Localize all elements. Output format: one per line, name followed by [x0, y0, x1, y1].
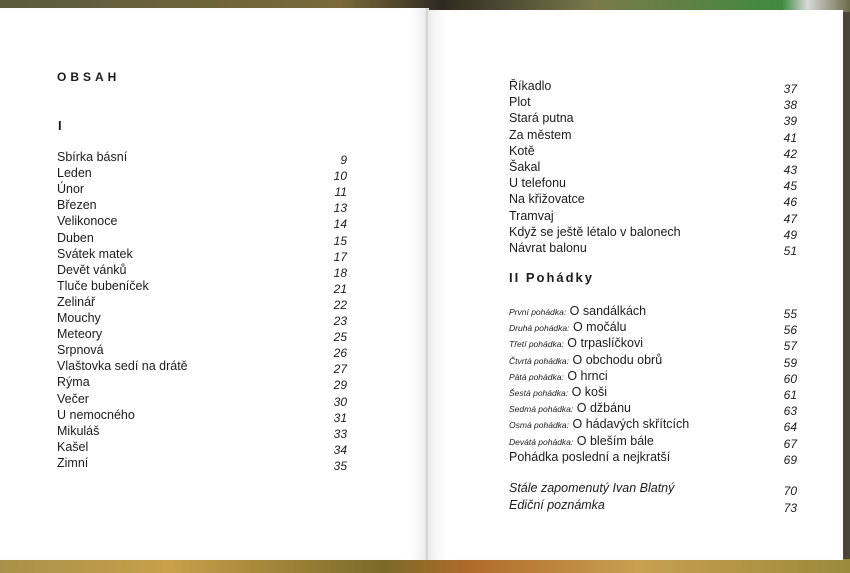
entry-title: Mikuláš: [57, 423, 100, 438]
entry-page-number: 9: [340, 153, 347, 167]
contents-entry: [509, 224, 797, 240]
contents-entry: [57, 230, 347, 246]
entry-page-number: 64: [783, 420, 797, 435]
entry-title: Stále zapomenutý Ivan Blatný: [509, 481, 675, 495]
entry-title-line: [509, 368, 608, 385]
entry-prefix: Osmá pohádka:: [509, 420, 570, 431]
contents-entry: [57, 181, 347, 200]
contents-entry: [57, 326, 347, 345]
contents-entry: [509, 400, 797, 419]
entry-title-line: [57, 342, 104, 358]
contents-entry: [57, 278, 347, 294]
entry-title-line: [57, 391, 89, 407]
entry-title: Na křižovatce: [509, 192, 585, 207]
entry-prefix: Sedmá pohádka:: [509, 404, 574, 415]
entry-title-line: [57, 455, 88, 471]
contents-entry: [57, 391, 347, 407]
entry-title: Šakal: [509, 160, 541, 174]
entry-title: Duben: [57, 230, 94, 245]
entry-page-number: 10: [333, 169, 347, 184]
entry-title: Mouchy: [57, 311, 101, 325]
entry-title: Když se ještě létalo v balonech: [509, 224, 681, 239]
entry-prefix: Šestá pohádka:: [509, 388, 569, 398]
entry-title: Únor: [57, 182, 85, 197]
entry-title-line: [57, 213, 117, 229]
entry-title: Tluče bubeníček: [57, 278, 149, 293]
entry-title: Stará putna: [509, 111, 574, 126]
entry-page-number: 30: [333, 394, 347, 409]
entry-title: Devět vánků: [57, 262, 127, 277]
entry-page-number: 70: [783, 484, 797, 498]
contents-entry: [509, 94, 797, 113]
entry-title: O hádavých skřítcích: [572, 417, 690, 432]
contents-entry: [509, 335, 797, 354]
entry-prefix: Druhá pohádka:: [509, 323, 570, 334]
contents-entry: [57, 262, 347, 278]
entry-page-number: 17: [333, 249, 347, 264]
entry-title: Kašel: [57, 439, 89, 454]
entry-title-line: [57, 326, 102, 342]
contents-entry: [509, 78, 797, 94]
entry-title: Ediční poznámka: [509, 497, 605, 512]
entry-page-number: 46: [783, 195, 797, 210]
contents-entry: [57, 294, 347, 310]
entry-title: Za městem: [509, 127, 572, 142]
entry-page-number: 56: [783, 323, 797, 338]
entry-page-number: 38: [783, 98, 797, 113]
contents-entry: [57, 455, 347, 471]
contents-entry: [509, 143, 797, 159]
entry-title: O trpaslíčkovi: [567, 336, 644, 351]
entry-title: Zelinář: [57, 294, 96, 309]
entry-page-number: 25: [333, 330, 347, 345]
contents-entry: [509, 497, 797, 513]
entry-title: O džbánu: [576, 401, 631, 416]
entry-title-line: [57, 165, 92, 181]
entry-title-line: [509, 208, 554, 224]
contents-entry: [509, 480, 797, 496]
contents-entry: [509, 416, 797, 435]
entry-title-line: [57, 439, 88, 455]
entry-title: Říkadlo: [509, 79, 552, 93]
contents-entry: [509, 208, 797, 224]
contents-entry: [509, 319, 797, 338]
entry-title-line: [509, 352, 662, 369]
entry-page-number: 42: [783, 146, 797, 161]
entry-page-number: 13: [333, 201, 347, 216]
contents-entry: [509, 191, 797, 210]
entry-page-number: 60: [783, 371, 797, 386]
entry-title: Pohádka poslední a nejkratší: [509, 449, 671, 464]
contents-entry: [509, 303, 797, 319]
entry-title-line: [509, 335, 643, 352]
entry-title-line: [57, 230, 94, 246]
entry-page-number: 26: [333, 346, 347, 361]
contents-entry: [57, 310, 347, 326]
entry-title-line: [57, 294, 95, 310]
entry-page-number: 49: [783, 227, 797, 242]
contents-entry: [509, 175, 797, 194]
entry-title-line: [509, 143, 535, 159]
entry-title: O hrnci: [567, 368, 608, 383]
contents-entry: [57, 149, 347, 165]
contents-entry: [509, 449, 797, 465]
contents-entry: [57, 342, 347, 361]
entry-title-line: [509, 159, 540, 175]
entry-title: O obchodu obrů: [572, 352, 663, 367]
contents-entry: [509, 127, 797, 143]
entry-title-line: [509, 384, 607, 401]
entry-page-number: 37: [783, 82, 797, 96]
entry-title: Večer: [57, 391, 89, 406]
part-one-label: I: [58, 118, 64, 133]
entry-title-line: [57, 358, 188, 374]
entry-page-number: 45: [783, 179, 797, 194]
contents-entry: [57, 165, 347, 184]
contents-entry: [57, 423, 347, 439]
entry-title: O močálu: [572, 320, 627, 335]
entry-title: Kotě: [509, 143, 535, 158]
entry-title: O koši: [571, 385, 607, 399]
entry-title-line: [509, 319, 626, 336]
entry-page-number: 41: [783, 130, 797, 145]
entry-title-line: [57, 197, 97, 213]
entry-page-number: 34: [333, 442, 347, 457]
entry-page-number: 35: [333, 458, 347, 473]
entry-prefix: Třetí pohádka:: [509, 339, 564, 350]
entry-page-number: 31: [333, 410, 347, 425]
entry-title: U telefonu: [509, 176, 566, 191]
entry-title: Leden: [57, 166, 92, 181]
contents-entry: [509, 352, 797, 368]
entry-title-line: [509, 240, 587, 256]
entry-title: U nemocného: [57, 407, 135, 422]
entry-title-line: [509, 94, 531, 110]
contents-entry: [509, 433, 797, 449]
contents-entry: [509, 384, 797, 400]
entry-title: Tramvaj: [509, 208, 554, 223]
entry-title-line: [509, 480, 674, 496]
entry-page-number: 73: [783, 500, 797, 515]
contents-entry: [509, 159, 797, 175]
entry-page-number: 27: [333, 362, 347, 377]
entry-title: Vlaštovka sedí na drátě: [57, 359, 188, 374]
entry-title-line: [509, 175, 566, 191]
contents-entry: [57, 213, 347, 232]
contents-entry: [57, 407, 347, 423]
entry-title-line: [509, 127, 572, 143]
entry-title-line: [509, 497, 605, 513]
contents-entry: [57, 246, 347, 262]
entry-title: Sbírka básní: [57, 150, 128, 164]
entry-title-line: [57, 423, 99, 439]
entry-page-number: 11: [334, 185, 347, 200]
entry-prefix: První pohádka:: [509, 307, 567, 317]
contents-heading: OBSAH: [57, 70, 121, 84]
entry-page-number: 47: [783, 211, 797, 226]
entry-title-line: [57, 149, 127, 165]
entry-page-number: 23: [333, 314, 347, 328]
entry-page-number: 21: [333, 281, 347, 296]
book-gutter: [425, 8, 429, 560]
entry-title-line: [57, 262, 126, 278]
entry-page-number: 61: [783, 388, 797, 402]
entry-title: O bleším bále: [576, 433, 654, 448]
entry-page-number: 15: [333, 233, 347, 248]
entry-title-line: [509, 433, 654, 450]
entry-title: Návrat balonu: [509, 241, 587, 255]
entry-title: Velikonoce: [57, 214, 118, 229]
entry-page-number: 57: [783, 339, 797, 354]
entry-title-line: [509, 400, 631, 417]
entry-title-line: [509, 110, 574, 126]
entry-page-number: 22: [333, 297, 347, 312]
entry-page-number: 69: [783, 452, 797, 467]
entry-prefix: Devátá pohádka:: [509, 436, 574, 447]
entry-title-line: [57, 374, 90, 390]
entry-title-line: [57, 181, 84, 197]
entry-title: Meteory: [57, 327, 103, 342]
entry-page-number: 14: [333, 217, 347, 232]
contents-entry: [57, 197, 347, 216]
entry-page-number: 18: [333, 265, 347, 280]
part-two-label: II Pohádky: [509, 270, 595, 285]
entry-page-number: 29: [333, 378, 347, 393]
entry-title-line: [509, 416, 689, 433]
entry-prefix: Pátá pohádka:: [509, 371, 564, 382]
contents-entry: [57, 374, 347, 393]
entry-title: O sandálkách: [569, 304, 647, 318]
contents-entry: [509, 368, 797, 384]
entry-title-line: [509, 449, 670, 465]
entry-page-number: 63: [783, 404, 797, 419]
entry-prefix: Čtvrtá pohádka:: [509, 355, 570, 366]
entry-page-number: 51: [783, 244, 797, 258]
entry-page-number: 67: [783, 436, 797, 451]
entry-title-line: [509, 303, 646, 320]
entry-title-line: [57, 310, 101, 326]
entry-title-line: [57, 278, 149, 294]
contents-entry: [509, 240, 797, 256]
contents-entry: [57, 358, 347, 377]
entry-title: Plot: [509, 95, 531, 110]
entry-title: Srpnová: [57, 343, 104, 358]
entry-title-line: [509, 78, 551, 94]
entry-title-line: [509, 191, 585, 207]
entry-page-number: 59: [783, 355, 797, 370]
entry-title-line: [509, 224, 681, 240]
entry-page-number: 43: [783, 163, 797, 177]
contents-entry: [509, 110, 797, 129]
book-edge-bottom: [0, 559, 850, 573]
entry-title: Březen: [57, 198, 97, 213]
entry-title: Zimní: [57, 455, 89, 470]
entry-page-number: 33: [333, 426, 347, 441]
contents-entry: [57, 439, 347, 455]
entry-title: Svátek matek: [57, 246, 133, 261]
entry-page-number: 39: [783, 114, 797, 129]
entry-title: Rýma: [57, 375, 90, 390]
entry-title-line: [57, 246, 133, 262]
entry-title-line: [57, 407, 135, 423]
entry-page-number: 55: [783, 307, 797, 321]
